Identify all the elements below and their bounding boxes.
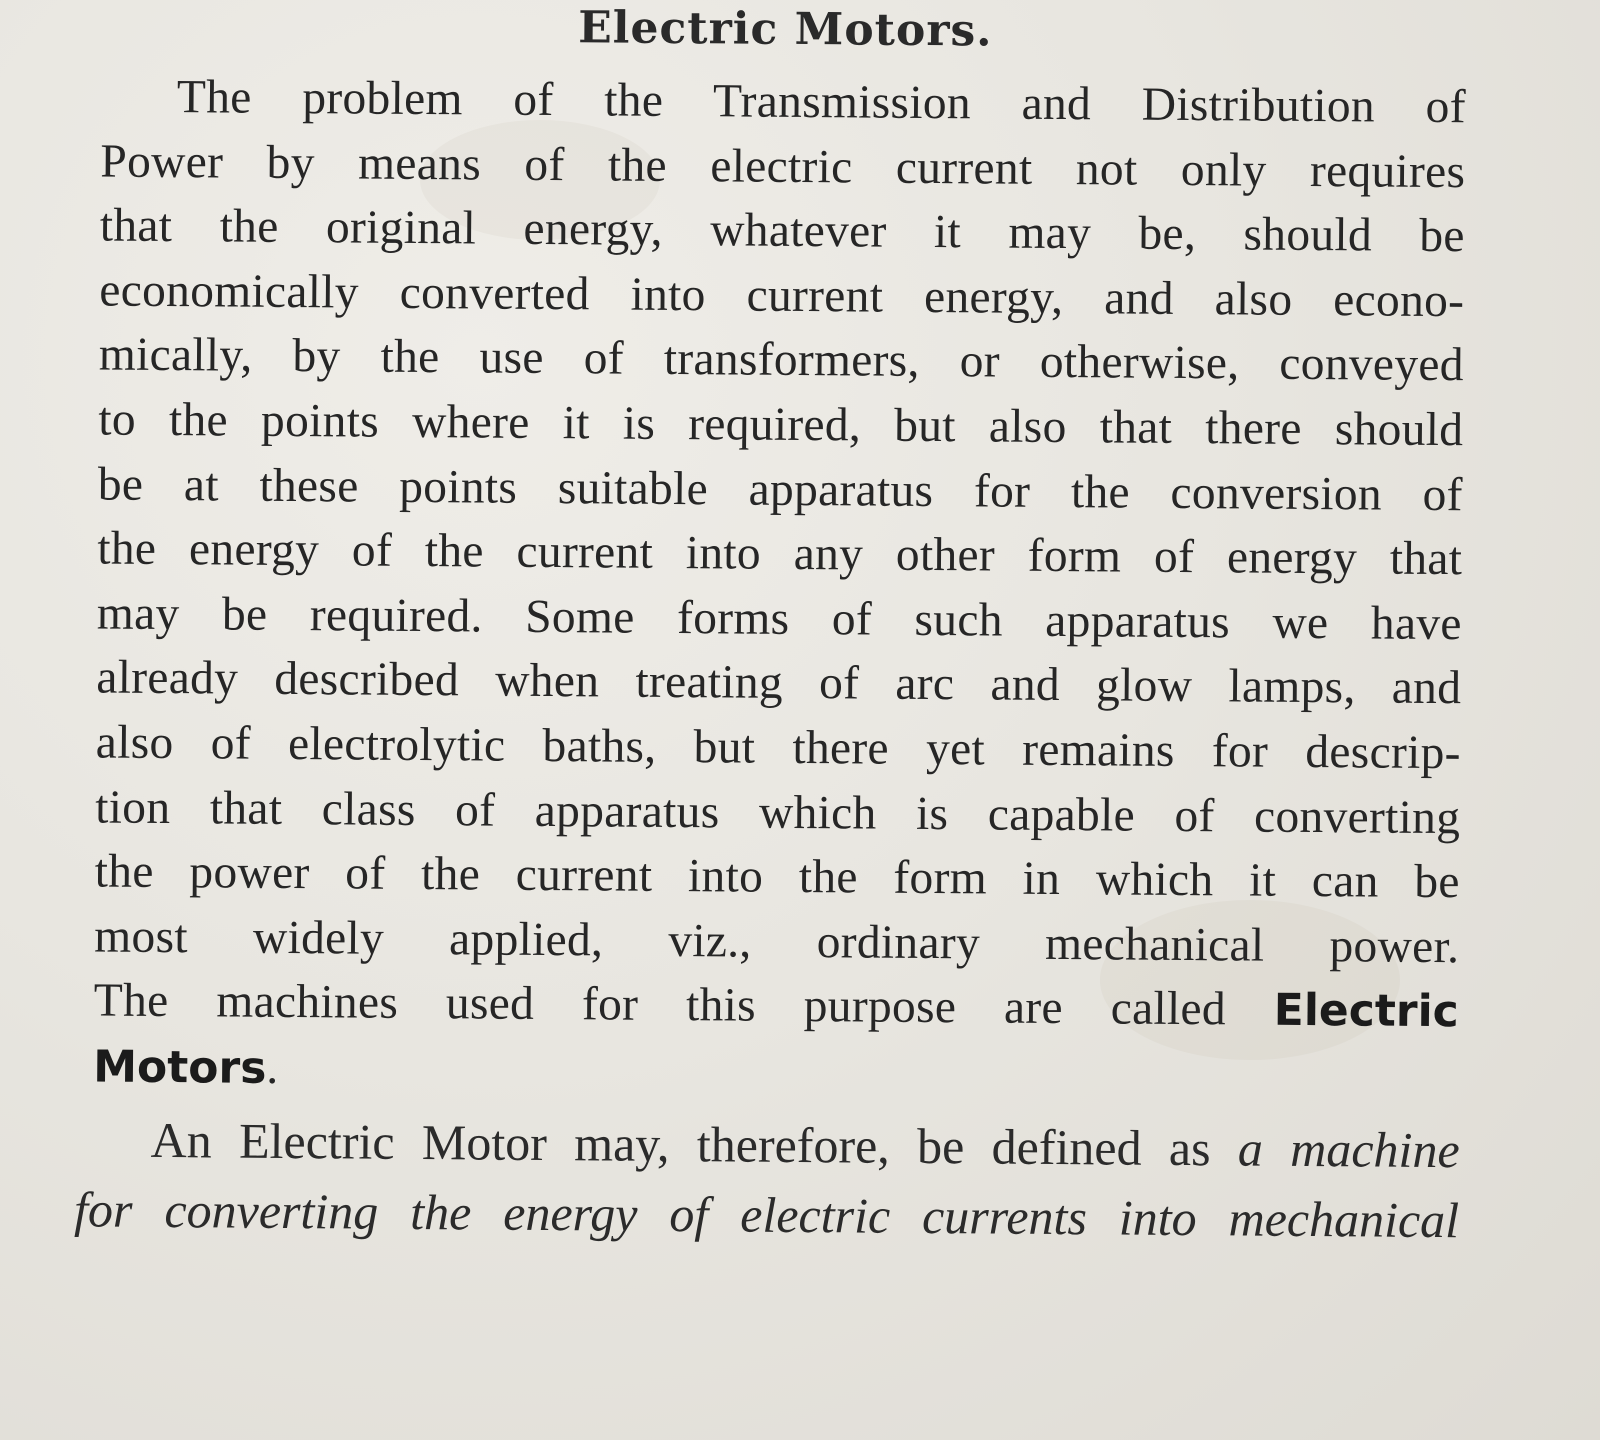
text-line: tion that class of apparatus which is capable of converting: [95, 781, 1461, 844]
text-line: the energy of the current into any other form of energy that: [97, 522, 1463, 586]
text-segment: .: [266, 1041, 279, 1094]
text-segment: An Electric Motor may, therefore, be defined as: [150, 1111, 1211, 1177]
text-line: that the original energy, whatever it may be, should be: [99, 199, 1466, 263]
paragraph-1: [93, 64, 1466, 1110]
text-line-bold-continuation: [93, 1034, 1458, 1110]
chapter-heading: Electric Motors.: [578, 2, 993, 57]
text-line: mically, by the use of transformers, or otherwise, conveyed: [98, 328, 1465, 392]
text-line: economically converted into current energy, and also econo-: [99, 264, 1465, 327]
text-line: the power of the current into the form in which it can be: [94, 845, 1460, 909]
italic-definition-line: for converting the energy of electric currents into mechanical: [73, 1181, 1460, 1249]
text-line: Power by means of the electric current not only requires: [100, 135, 1466, 198]
bold-term: Electric: [1273, 985, 1459, 1038]
text-line: most widely applied, viz., ordinary mechanical power.: [94, 910, 1460, 973]
text-line: The problem of the Transmission and Distribution of: [176, 71, 1467, 134]
text-line: already described when treating of arc and glow lamps, and: [96, 651, 1462, 715]
text-line-definition: [74, 1104, 1460, 1185]
text-line: to the points where it is required, but also that there should: [98, 393, 1464, 457]
italic-definition: a machine: [1237, 1120, 1460, 1179]
text-line: be at these points suitable apparatus for the conversion of: [97, 458, 1463, 521]
text-line-with-bold-term: [94, 969, 1459, 1045]
bold-term: Motors: [93, 1041, 267, 1094]
text-line: may be required. Some forms of such apparatus we have: [96, 587, 1462, 650]
paragraph-2: [74, 1104, 1460, 1255]
text-line: also of electrolytic baths, but there yet remains for descrip-: [95, 716, 1461, 780]
text-segment: The machines used for this purpose are called: [93, 974, 1227, 1036]
